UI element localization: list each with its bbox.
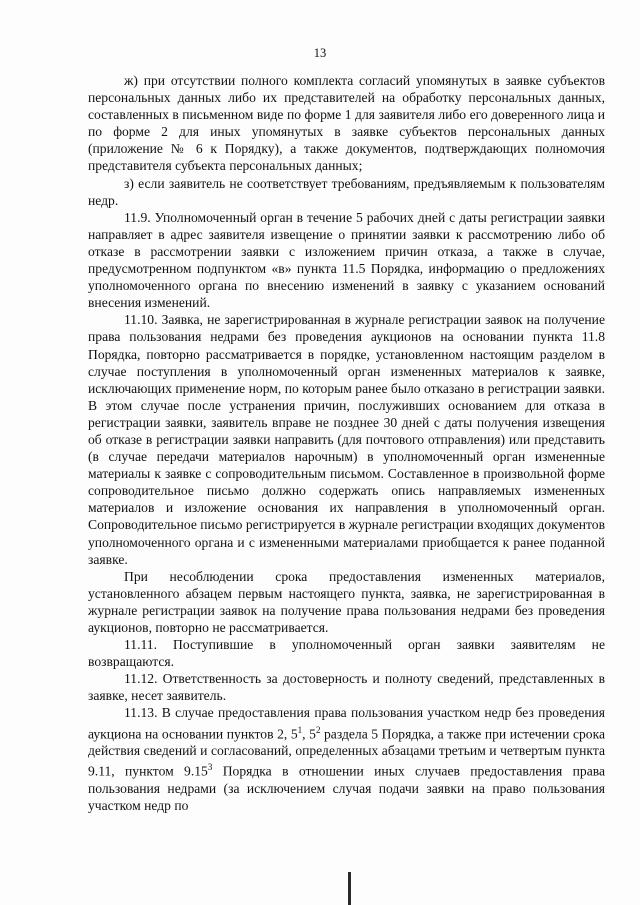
paragraph-11-9: 11.9. Уполномоченный орган в течение 5 рабочих дней с даты регистрации заявки направляет в адрес заявителя извещение о принятии заявки к рассмотрению либо об отказе в рассмотрении заявки с изложением причин отказа, а также в случае, предусмотренном подпунктом «в» пункта 11.5 Порядка, информацию о предложениях уполномоченного органа по внесению изменений в заявку с указанием оснований внесения изменений.	[88, 209, 605, 311]
paragraph-11-12: 11.12. Ответственность за достоверность и полноту сведений, представленных в заявке, несет заявитель.	[88, 671, 605, 704]
paragraph-z: з) если заявитель не соответствует требованиям, предъявляемым к пользователям недр.	[88, 175, 605, 208]
paragraph-11-13-part4: Порядка в отношении иных случаев предоставления права пользования недрами (за исключением случая подачи заявки на право пользования участком недр по	[88, 763, 605, 813]
paragraph-11-10: 11.10. Заявка, не зарегистрированная в журнале регистрации заявок на получение права пользования недрами без проведения аукционов на основании пункта 11.8 Порядка, повторно рассматривается в порядке, установленном настоящим разделом в случае поступления в уполномоченный орган измененных материалов к заявке, исключающих применение норм, по которым ранее было отказано в регистрации заявки. В этом случае после устранения причин, послуживших основанием для отказа в регистрации заявки, заявитель вправе не позднее 30 дней с даты получения извещения об отказе в регистрации заявки направить (для почтового отправления) или представить (в случае передачи материалов нарочным) в уполномоченный орган измененные материалы к заявке с сопроводительным письмом. Составленное в произвольной форме сопроводительное письмо должно содержать опись направляемых измененных материалов и изложение основания их направления в уполномоченный орган. Сопроводительное письмо регистрируется в журнале регистрации входящих документов уполномоченного органа и с измененными материалами приобщается к ранее поданной заявке.	[88, 312, 605, 567]
paragraph-zh: ж) при отсутствии полного комплекта согласий упомянутых в заявке субъектов персональных данных либо их представителей на обработку персональных данных, составленных в письменном виде по форме 1 для заявителя либо его доверенного лица и по форме 2 для иных упомянутых в заявке субъектов персональных данных (приложение № 6 к Порядку), а также документов, подтверждающих полномочия представителя субъекта персональных данных;	[88, 73, 605, 174]
superscript-3: 3	[207, 762, 213, 773]
paragraph-11-10-continued: При несоблюдении срока предоставления измененных материалов, установленного абзацем первым настоящего пункта, заявка, не зарегистрированная в журнале регистрации заявок на получение права пользования недрами без проведения аукционов, повторно не рассматривается.	[88, 568, 605, 635]
document-body	[88, 72, 605, 814]
paragraph-11-13	[88, 704, 605, 814]
paragraph-11-13-part1: 11.13. В случае предоставления права пользования участком недр без проведения аукциона на основании пунктов 2, 5	[88, 705, 605, 742]
scan-binding-mark	[348, 872, 351, 905]
superscript-1: 1	[297, 724, 303, 735]
paragraph-11-11: 11.11. Поступившие в уполномоченный орган заявки заявителям не возвращаются.	[88, 637, 605, 670]
superscript-2: 2	[315, 724, 321, 735]
paragraph-11-13-part3: раздела 5 Порядка, а также при истечении срока действия сведений и согласований, определенных абзацами третьим и четвертым пункта 9.11, пунктом 9.15	[88, 726, 606, 779]
page-number: 13	[313, 46, 327, 60]
paragraph-11-13-part2: , 5	[302, 726, 316, 742]
